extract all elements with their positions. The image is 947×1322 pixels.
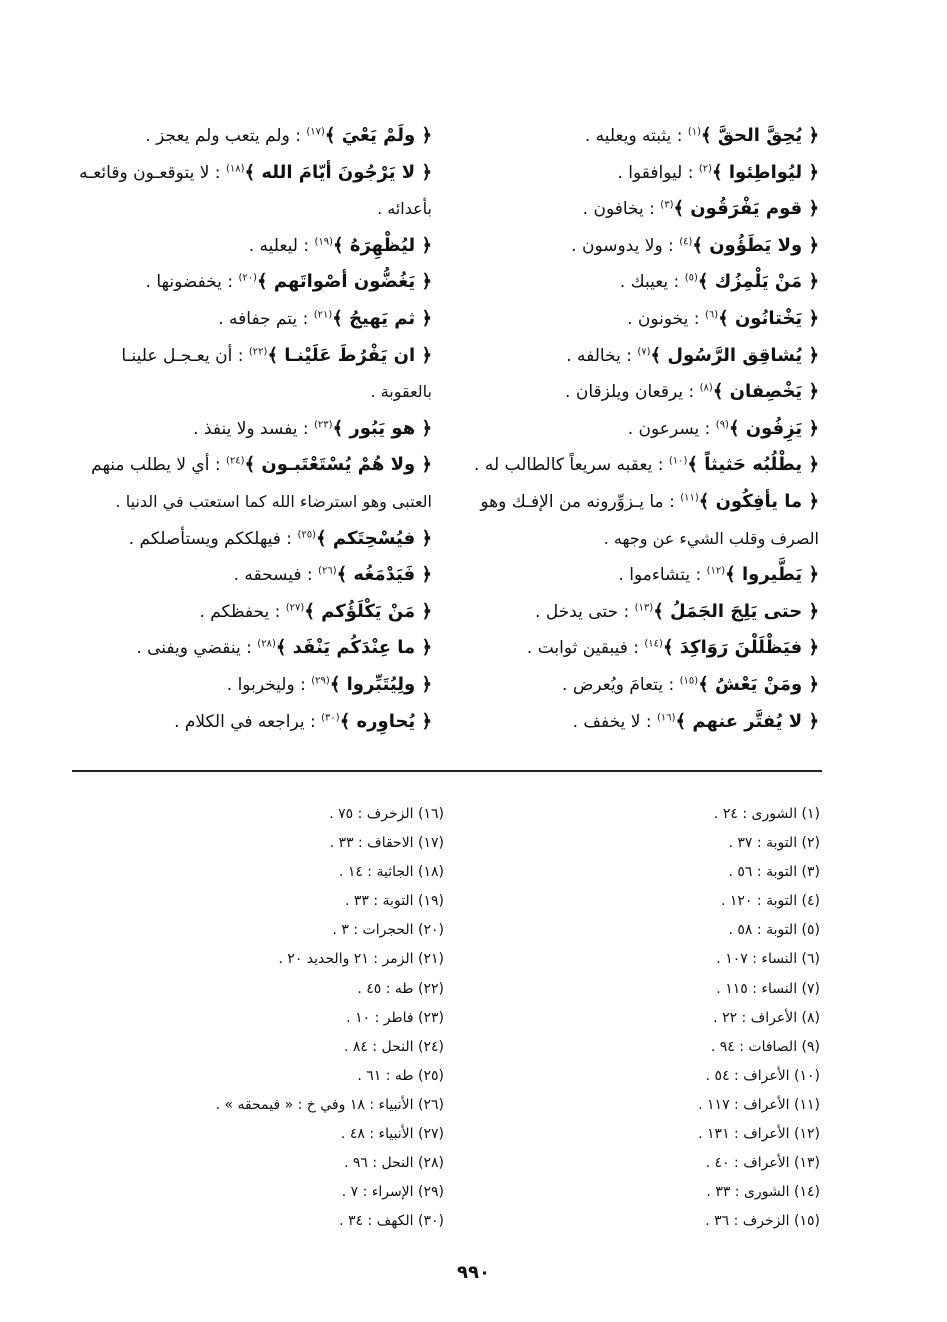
glossary-entry: ﴿ يُحِقَّ الحقَّ ﴾$^{(١)}$ : يثبته ويعليه . (584, 125, 819, 146)
glossary-entry: ﴿ فيَظْلَلْنَ رَوَاكِدَ ﴾$^{(١٤)}$ : فيبقين ثوابت . (526, 637, 819, 659)
glossary-entry: ﴿ قوم يَفْرَقُون ﴾$^{(٣)}$ : يخافون . (582, 198, 819, 220)
glossary-entry: ﴿ يَزِفُون ﴾$^{(٩)}$ : يسرعون . (627, 417, 819, 439)
glossary-entry: ﴿ ولِيُتَبِّروا ﴾$^{(٢٩)}$ : وليخربوا . (226, 673, 432, 695)
glossary-entry-continuation: العتبى وهو استرضاء الله كما استعتب في الدنيا . (115, 491, 432, 511)
page-number: ٩٩٠ (457, 1262, 490, 1283)
glossary-entry: ﴿ لا يَرْجُونَ أيّامَ الله ﴾$^{(١٨)}$ : لا يتوقعـون وقائعـه (79, 161, 432, 183)
footnote: (١٠) الأعراف : ٥٤ . (705, 1067, 820, 1084)
glossary-entry: ﴿ هو يَبُور ﴾$^{(٢٣)}$ : يفسد ولا ينفذ . (193, 417, 432, 439)
footnote: (٢٠) الحجرات : ٣ . (332, 922, 444, 939)
glossary-entry: ﴿ يُشاقِق الرَّسُول ﴾$^{(٧)}$ : يخالفه . (566, 344, 819, 366)
footnote: (٦) النساء : ١٠٧ . (716, 951, 820, 968)
glossary-entry: ﴿ يَخْصِفان ﴾$^{(٨)}$ : يرقعان ويلزقان . (565, 381, 819, 403)
glossary-entry: ﴿ ليُواطِئوا ﴾$^{(٢)}$ : ليوافقوا . (617, 161, 819, 183)
footnote: (٢٨) النحل : ٩٦ . (343, 1155, 444, 1172)
right-glossary-column (459, 118, 819, 740)
footnote-divider (72, 770, 822, 772)
footnote: (٩) الصافات : ٩٤ . (710, 1038, 820, 1055)
footnote: (١١) الأعراف : ١١٧ . (698, 1096, 820, 1113)
footnote: (٨) الأعراف : ٢٢ . (713, 1009, 820, 1026)
footnotes-left-column (124, 800, 444, 1236)
glossary-entry: ﴿ مَنْ يَكْلَؤُكم ﴾$^{(٢٧)}$ : يحفظكم . (199, 600, 432, 622)
glossary-entry: ﴿ فَيَدْمَغُه ﴾$^{(٢٦)}$ : فيسحقه . (233, 564, 432, 586)
glossary-entry: ﴿ لا يُفتَّر عنهم ﴾$^{(١٦)}$ : لا يخفف . (572, 710, 819, 732)
glossary-entry-continuation: الصرف وقلب الشيء عن وجهه . (603, 528, 819, 548)
footnote: (٢٩) الإسراء : ٧ . (341, 1184, 444, 1201)
footnote: (٤) التوبة : ١٢٠ . (720, 893, 820, 910)
footnote: (١) الشورى : ٢٤ . (713, 806, 820, 822)
footnote: (٢٧) الأنبياء : ٤٨ . (340, 1126, 444, 1143)
glossary-entry: ﴿ يَغُضُّون أصْواتَهم ﴾$^{(٢٠)}$ : يخفضونها . (145, 271, 432, 293)
footnote: (٣) التوبة : ٥٦ . (728, 864, 820, 881)
footnote: (١٤) الشورى : ٣٣ . (706, 1184, 820, 1201)
footnote: (٢٥) طه : ٦١ . (357, 1067, 444, 1084)
glossary-entry: ﴿ ومَنْ يَعْشُ ﴾$^{(١٥)}$ : يتعامَ ويُعرض . (562, 673, 819, 695)
footnote: (٢) التوبة : ٣٧ . (728, 835, 820, 852)
footnote: (١٣) الأعراف : ٤٠ . (705, 1155, 820, 1172)
glossary-entry: ﴿ يَخْتانُون ﴾$^{(٦)}$ : يخونون . (627, 307, 819, 329)
glossary-entry: ﴿ ان يَفْرُطَ عَلَيْنـا ﴾$^{(٢٢)}$ : أن يعـجـل علينـا (121, 344, 432, 366)
footnote: (١٨) الجاثية : ١٤ . (338, 864, 444, 881)
footnote: (١٢) الأعراف : ١٣١ . (698, 1126, 820, 1143)
footnote: (١٥) الزخرف : ٣٦ . (705, 1213, 820, 1230)
glossary-entry: ﴿ ثم يَهيجُ ﴾$^{(٢١)}$ : يتم جفافه . (218, 307, 432, 329)
footnote: (١٦) الزخرف : ٧٥ . (329, 806, 444, 822)
glossary-entry: ﴿ يُحاوِره ﴾$^{(٣٠)}$ : يراجعه في الكلام . (174, 710, 432, 732)
glossary-entry: ﴿ مَنْ يَلْمِزُك ﴾$^{(٥)}$ : يعيبك . (619, 271, 819, 293)
glossary-entry: ﴿ ولَمْ يَعْيَ ﴾$^{(١٧)}$ : ولم يتعب ولم يعجز . (145, 125, 432, 146)
glossary-entry: ﴿ ما يأفِكُون ﴾$^{(١١)}$ : ما يـزوِّرونه من الإفـك وهو (480, 490, 819, 512)
glossary-entry: ﴿ ليُظْهِرَهُ ﴾$^{(١٩)}$ : ليعليه . (248, 234, 432, 256)
glossary-entry-continuation: بالعقوبة . (370, 382, 432, 402)
glossary-entry: ﴿ حتى يَلِجَ الجَمَلُ ﴾$^{(١٣)}$ : حتى يدخل . (535, 600, 819, 622)
footnotes-right-column (560, 800, 820, 1236)
footnote: (٣٠) الكهف : ٣٤ . (339, 1213, 444, 1230)
glossary-entry: ﴿ فيُسْحِتَكم ﴾$^{(٢٥)}$ : فيهلككم ويستأصلكم . (128, 527, 432, 549)
footnote: (٧) النساء : ١١٥ . (716, 980, 820, 997)
footnote: (٢٦) الأنبياء : ١٨ وفي خ : « فيمحقه » . (215, 1096, 444, 1113)
glossary-entry: ﴿ يطْلُبُه حَثيثاً ﴾$^{(١٠)}$ : يعقبه سريعاً كالطالب له . (474, 454, 819, 476)
glossary-entry: ﴿ يَطَّيروا ﴾$^{(١٢)}$ : يتشاءموا . (618, 564, 819, 586)
footnote: (١٧) الاحقاف : ٣٣ . (329, 835, 444, 852)
footnote: (٢٣) فاطر : ١٠ . (346, 1009, 444, 1026)
glossary-entry-continuation: بأعدائه . (377, 199, 432, 219)
footnote: (٢١) الزمر : ٢١ والحديد ٢٠ . (278, 951, 444, 968)
footnote: (٥) التوبة : ٥٨ . (728, 922, 820, 939)
footnote: (١٩) التوبة : ٣٣ . (344, 893, 444, 910)
glossary-entry: ﴿ ما عِنْدَكُم يَنْفَد ﴾$^{(٢٨)}$ : ينقضي ويفنى . (136, 637, 432, 659)
footnote: (٢٤) النحل : ٨٤ . (343, 1038, 444, 1055)
glossary-entry: ﴿ ولا هُمْ يُسْتَعْتَبـون ﴾$^{(٢٤)}$ : أي لا يطلب منهم (91, 454, 432, 476)
glossary-entry: ﴿ ولا يَطَؤُون ﴾$^{(٤)}$ : ولا يدوسون . (571, 234, 819, 256)
left-glossary-column (62, 118, 432, 740)
footnote: (٢٢) طه : ٤٥ . (357, 980, 444, 997)
